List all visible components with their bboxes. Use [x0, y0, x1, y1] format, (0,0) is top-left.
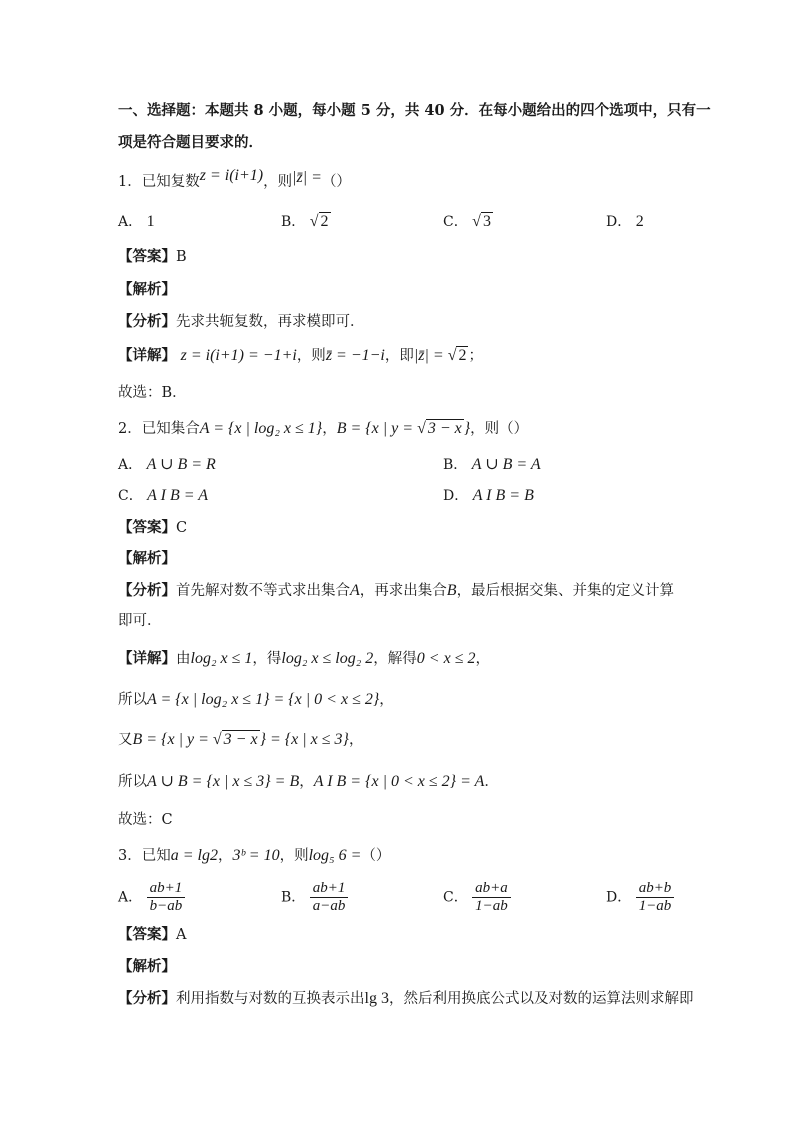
q1-option-c: [443, 212, 493, 232]
text: 所以: [118, 692, 147, 708]
q1-option-d: [606, 212, 644, 232]
q2-fenxi-line-2: 即可．: [118, 613, 162, 629]
text: ，解得: [373, 651, 417, 667]
q2-suffix: ，则（）: [470, 421, 529, 437]
question-3-stem: [118, 846, 390, 866]
q2-option-d: [443, 486, 534, 506]
answer-label: 【答案】: [118, 248, 176, 265]
q1-suffix: （）: [321, 174, 351, 190]
sqrt-symbol: √ 3: [472, 213, 491, 230]
q2-choose: 故选：C: [118, 812, 173, 828]
math: A I B = {x | 0 < x ≤ 2} = A: [313, 773, 485, 790]
q3-option-b: [281, 880, 348, 915]
text: ．: [484, 774, 499, 790]
q3-prefix: 3．已知: [118, 848, 171, 864]
section-heading-line-1: 一、选择题：本题共 8 小题，每小题 5 分，共 40 分．在每小题给出的四个选项中，只有一: [118, 102, 711, 119]
q1-choose: 故选：B．: [118, 385, 187, 401]
xiangjie-label: 【详解】: [118, 650, 176, 667]
text: 首先解对数不等式求出集合: [176, 583, 350, 599]
denominator: b−ab: [149, 898, 183, 914]
option-value: 3: [482, 213, 491, 230]
math: |z̄| =: [413, 347, 448, 364]
option-label: D．: [606, 889, 632, 906]
q3-analysis-label: 【解析】: [118, 958, 176, 975]
q2-analysis-label: 【解析】: [118, 550, 176, 567]
answer-value: B: [176, 249, 187, 265]
text: ，最后根据交集、并集的定义计算: [456, 583, 675, 599]
option-value: A ∪ B = R: [146, 456, 216, 473]
option-label: A．: [118, 889, 143, 906]
q2-xiangjie-line-3: [118, 730, 363, 750]
text: 所以: [118, 774, 147, 790]
option-value: 1: [146, 213, 155, 230]
math: }: [463, 420, 471, 437]
q1-mid: ，则: [263, 174, 293, 190]
question-2-stem: [118, 419, 528, 439]
option-value: A ∪ B = A: [471, 456, 541, 473]
option-label: A．: [118, 457, 143, 473]
numerator: ab+1: [310, 880, 349, 898]
math: B = {x | y =: [336, 420, 418, 437]
option-value: 2: [635, 213, 644, 230]
denominator: 1−ab: [638, 898, 672, 914]
fenxi-text: 先求共轭复数，再求模即可．: [176, 314, 365, 330]
math: A ∪ B = {x | x ≤ 3} = B: [147, 773, 300, 790]
text: ，然后利用换底公式以及对数的运算法则求解即: [388, 991, 694, 1007]
sqrt-symbol: √ 2: [309, 213, 329, 230]
option-label: B．: [281, 214, 306, 230]
q2-option-a: [118, 455, 216, 475]
option-label: B．: [443, 457, 468, 473]
numerator: ab+1: [147, 880, 186, 898]
math: } = {x | x ≤ 3}: [259, 731, 349, 748]
q2-xiangjie-line-1: [118, 649, 490, 669]
fraction: [310, 880, 349, 915]
text: 利用指数与对数的互换表示出: [176, 991, 365, 1007]
numerator: ab+b: [636, 880, 675, 898]
xiangjie-label: 【详解】: [118, 347, 176, 364]
math: A: [350, 582, 360, 599]
q1-analysis-label: 【解析】: [118, 281, 176, 298]
text: 又: [118, 732, 133, 748]
option-label: D．: [443, 488, 469, 504]
text: ，则: [296, 348, 326, 364]
text: ，: [299, 774, 314, 790]
option-value: A I B = A: [147, 487, 209, 504]
denominator: a−ab: [312, 898, 346, 914]
q2-fenxi-line-1: [118, 581, 674, 601]
math: lg 3: [364, 990, 389, 1007]
option-label: C．: [443, 889, 468, 906]
math: [133, 730, 349, 748]
q2-option-b: [443, 455, 541, 475]
math: B = {x | y =: [132, 731, 213, 748]
q2-set-a: A = {x | log₂ x ≤ 1}: [199, 420, 323, 437]
text: ，: [322, 421, 337, 437]
math: B: [446, 582, 457, 599]
math: 3ᵇ = 10: [232, 847, 280, 864]
q3-answer: [118, 925, 186, 945]
option-label: D．: [606, 214, 632, 230]
section-heading-line-2: 项是符合题目要求的．: [118, 134, 263, 151]
text: 由: [176, 651, 191, 667]
question-1-stem: [118, 167, 351, 192]
answer-label: 【答案】: [118, 926, 176, 943]
option-value: 2: [320, 213, 329, 230]
answer-value: A: [176, 927, 187, 943]
math: log₅ 6 =: [308, 847, 362, 864]
numerator: ab+a: [472, 880, 511, 898]
text: ，即: [384, 348, 414, 364]
fraction: [636, 880, 675, 915]
text: ，: [475, 651, 490, 667]
text: ，: [217, 848, 233, 864]
q2-answer: [118, 518, 187, 538]
q2-xiangjie-line-2: [118, 690, 394, 710]
q1-prefix: 1．已知复数: [118, 174, 200, 190]
q2-xiangjie-line-4: [118, 772, 499, 792]
text: ，: [348, 732, 364, 748]
q1-formula: z = i(i+1): [199, 167, 264, 184]
sqrt-symbol: √ 3 − x: [212, 731, 258, 748]
option-label: A．: [118, 214, 143, 230]
q1-option-b: [281, 212, 331, 232]
text: ；: [468, 348, 483, 364]
q1-xiangjie: [118, 346, 483, 366]
option-label: C．: [443, 214, 468, 230]
q2-prefix: 2．已知集合: [118, 421, 200, 437]
math: A = {x | log₂ x ≤ 1} = {x | 0 < x ≤ 2}: [147, 691, 380, 708]
fenxi-label: 【分析】: [118, 990, 176, 1007]
sqrt-symbol: √ 2: [447, 347, 467, 364]
q1-formula-modulus: |z̄| =: [292, 169, 322, 186]
math: log₂ x ≤ 1: [190, 650, 253, 667]
text: ，则: [279, 848, 309, 864]
q3-option-d: [606, 880, 674, 915]
denominator: 1−ab: [475, 898, 508, 914]
q3-option-a: [118, 880, 185, 915]
q2-option-c: [118, 486, 208, 506]
answer-value: C: [176, 520, 188, 536]
answer-label: 【答案】: [118, 519, 176, 536]
math: 3 − x: [427, 420, 462, 437]
math: a = lg2: [170, 847, 218, 864]
math: z = i(i+1) = −1+i: [180, 347, 297, 364]
q3-fenxi: [118, 989, 693, 1009]
sqrt-symbol: √ 3 − x: [417, 420, 462, 437]
text: ，再求出集合: [359, 583, 447, 599]
fraction: [147, 880, 186, 915]
option-label: C．: [118, 488, 143, 504]
fenxi-label: 【分析】: [118, 582, 176, 599]
fraction: [472, 880, 511, 915]
q1-fenxi: [118, 312, 365, 332]
text: ，得: [252, 651, 282, 667]
q1-answer: [118, 247, 187, 267]
option-value: A I B = B: [472, 487, 534, 504]
math: 2: [458, 347, 467, 364]
q3-option-c: [443, 880, 511, 915]
math: z̄ = −1−i: [325, 347, 385, 364]
q2-set-b: [337, 419, 470, 437]
q1-option-a: [118, 212, 155, 232]
q3-suffix: （）: [361, 848, 391, 864]
math: 3 − x: [223, 731, 258, 748]
option-label: B．: [281, 889, 306, 906]
math: log₂ x ≤ log₂ 2: [281, 650, 374, 667]
fenxi-label: 【分析】: [118, 313, 176, 330]
math: 0 < x ≤ 2: [416, 650, 476, 667]
text: ，: [379, 692, 394, 708]
